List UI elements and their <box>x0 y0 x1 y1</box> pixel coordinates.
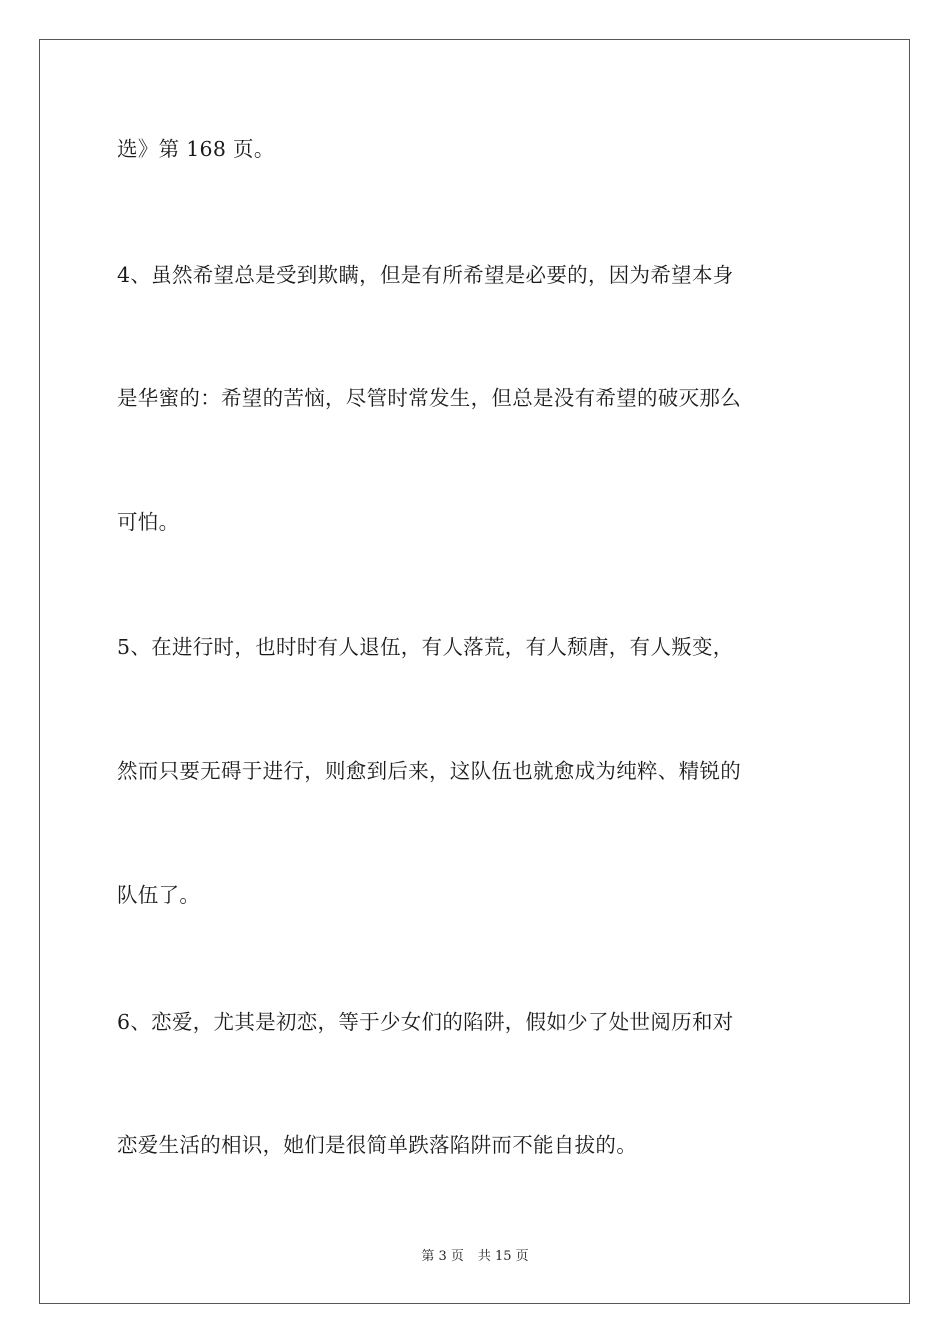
text-line-4: 可怕。 <box>117 510 180 534</box>
page-total: 共 15 页 <box>477 1249 529 1264</box>
page-footer <box>0 1248 950 1266</box>
text-line-2: 4、虽然希望总是受到欺瞒，但是有所希望是必要的，因为希望本身 <box>117 263 734 287</box>
text-line-9: 恋爱生活的相识，她们是很简单跌落陷阱而不能自拔的。 <box>117 1133 637 1157</box>
text-line-1: 选》第 168 页。 <box>117 137 275 161</box>
text-line-8: 6、恋爱，尤其是初恋，等于少女们的陷阱，假如少了处世阅历和对 <box>117 1010 734 1034</box>
page-number: 第 3 页 <box>421 1249 464 1264</box>
text-line-6: 然而只要无碍于进行，则愈到后来，这队伍也就愈成为纯粹、精锐的 <box>117 759 741 783</box>
page-border <box>39 39 910 1304</box>
text-line-3: 是华蜜的：希望的苦恼，尽管时常发生，但总是没有希望的破灭那么 <box>117 386 741 410</box>
text-line-5: 5、在进行时，也时时有人退伍，有人落荒，有人颓唐，有人叛变， <box>117 635 734 659</box>
text-line-7: 队伍了。 <box>117 883 201 907</box>
